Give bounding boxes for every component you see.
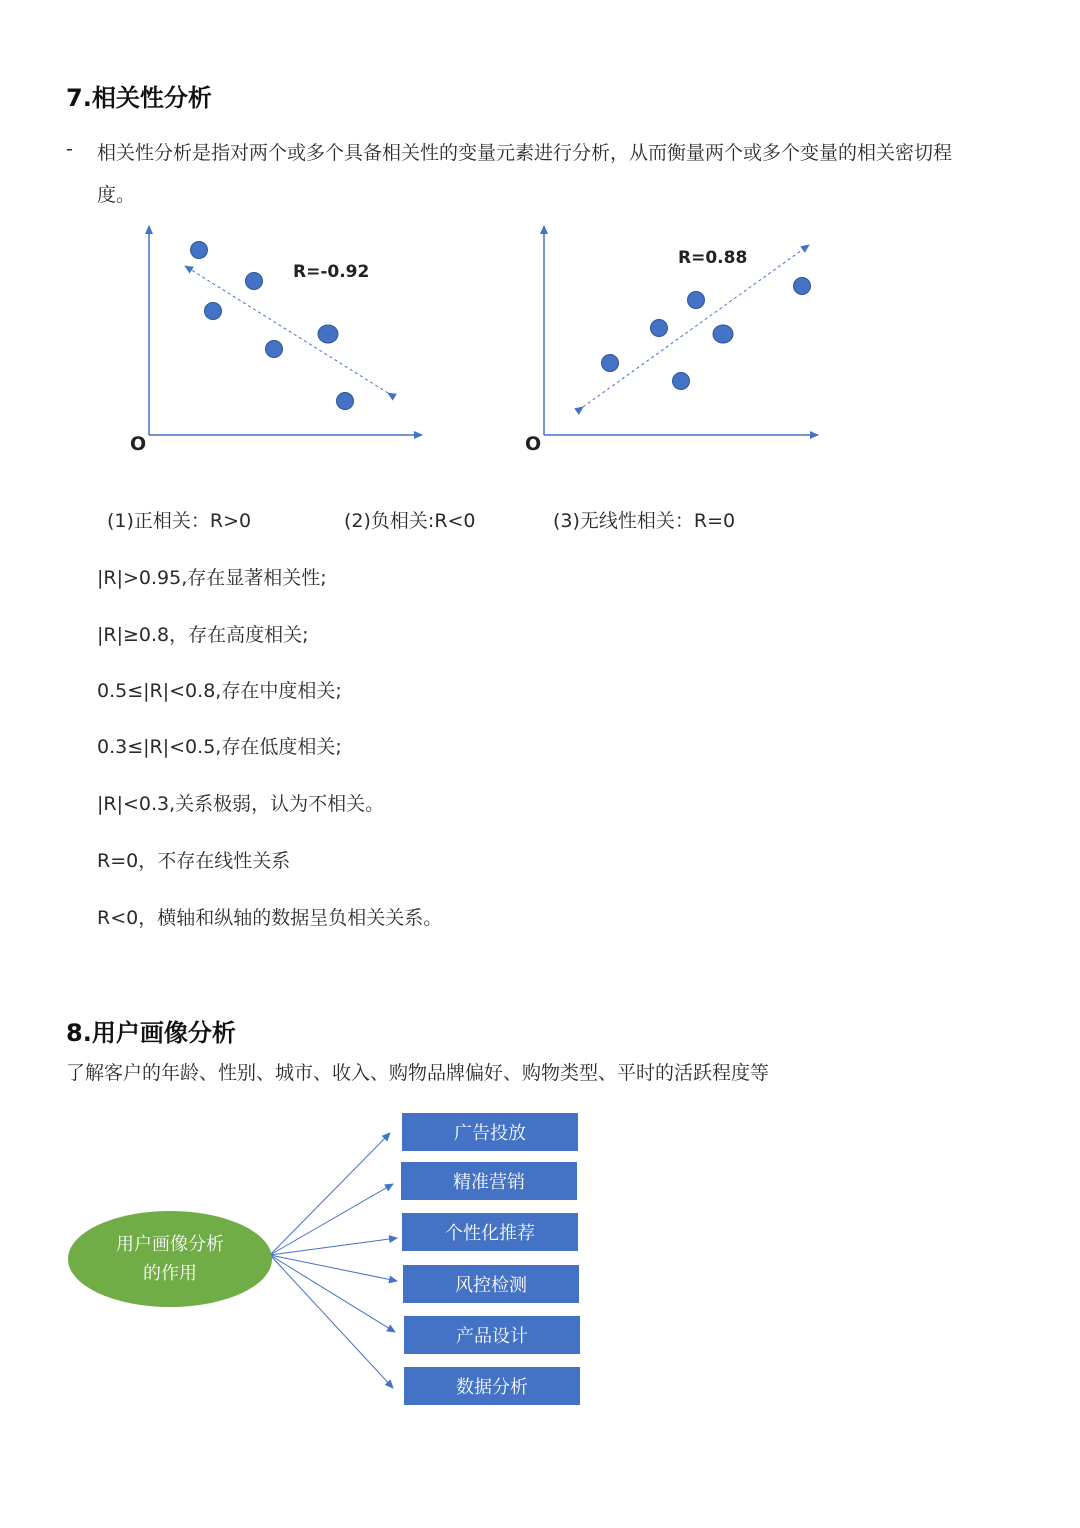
right-chart: [525, 226, 818, 455]
rule-line: |R|>0.95,存在显著相关性;: [97, 567, 327, 589]
caption-negative: (2)负相关:R<0: [344, 510, 476, 532]
center-node-line1: 用户画像分析: [116, 1234, 224, 1255]
rule-line: |R|<0.3,关系极弱，认为不相关。: [97, 793, 385, 815]
left-r-label: R=-0.92: [293, 262, 370, 282]
box-risk-control: 风控检测: [403, 1265, 579, 1303]
left-trend-line: [185, 266, 388, 393]
correlation-scatter-diagrams: [0, 210, 1080, 470]
caption-none: (3)无线性相关：R=0: [553, 510, 736, 532]
box-ad-placement: 广告投放: [402, 1113, 578, 1151]
caption-positive: (1)正相关：R>0: [107, 510, 252, 532]
right-trend-line: [583, 245, 809, 407]
rule-line: 0.5≤|R|<0.8,存在中度相关;: [97, 680, 342, 702]
arrow: [270, 1133, 390, 1255]
box-precision-marketing: 精准营销: [401, 1162, 577, 1200]
rule-line: R<0，横轴和纵轴的数据呈负相关关系。: [97, 907, 443, 929]
arrow: [270, 1255, 397, 1281]
box-data-analysis: 数据分析: [404, 1367, 580, 1405]
rule-line: 0.3≤|R|<0.5,存在低度相关;: [97, 736, 342, 758]
arrow: [270, 1184, 393, 1255]
rule-line: R=0，不存在线性关系: [97, 850, 291, 872]
scatter-point: [205, 303, 222, 320]
center-node-line2: 的作用: [143, 1263, 197, 1284]
scatter-point: [337, 393, 354, 410]
scatter-point: [246, 273, 263, 290]
scatter-point: [713, 325, 733, 343]
rule-line: |R|≥0.8，存在高度相关;: [97, 624, 309, 646]
arrow: [270, 1238, 397, 1255]
left-origin-label: O: [130, 433, 147, 455]
right-origin-label: O: [525, 433, 542, 455]
section7-desc-line2: 度。: [97, 184, 136, 206]
scatter-point: [688, 292, 705, 309]
bullet-dash: -: [66, 138, 73, 160]
box-personalized-recommendation: 个性化推荐: [402, 1213, 578, 1251]
scatter-point: [673, 373, 690, 390]
section7-desc-line1: 相关性分析是指对两个或多个具备相关性的变量元素进行分析，从而衡量两个或多个变量的相关密切程: [97, 142, 953, 164]
user-profile-center-node: [68, 1211, 272, 1307]
right-r-label: R=0.88: [678, 248, 748, 268]
arrow: [270, 1255, 393, 1388]
scatter-point: [266, 341, 283, 358]
scatter-point: [651, 320, 668, 337]
left-chart: [130, 226, 422, 455]
section8-desc: 了解客户的年龄、性别、城市、收入、购物品牌偏好、购物类型、平时的活跃程度等: [66, 1062, 770, 1084]
scatter-point: [318, 325, 338, 343]
scatter-point: [794, 278, 811, 295]
arrow: [270, 1255, 395, 1332]
section7-title: 7.相关性分析: [66, 84, 212, 112]
scatter-point: [191, 242, 208, 259]
section8-title: 8.用户画像分析: [66, 1019, 236, 1047]
scatter-point: [602, 355, 619, 372]
box-product-design: 产品设计: [404, 1316, 580, 1354]
